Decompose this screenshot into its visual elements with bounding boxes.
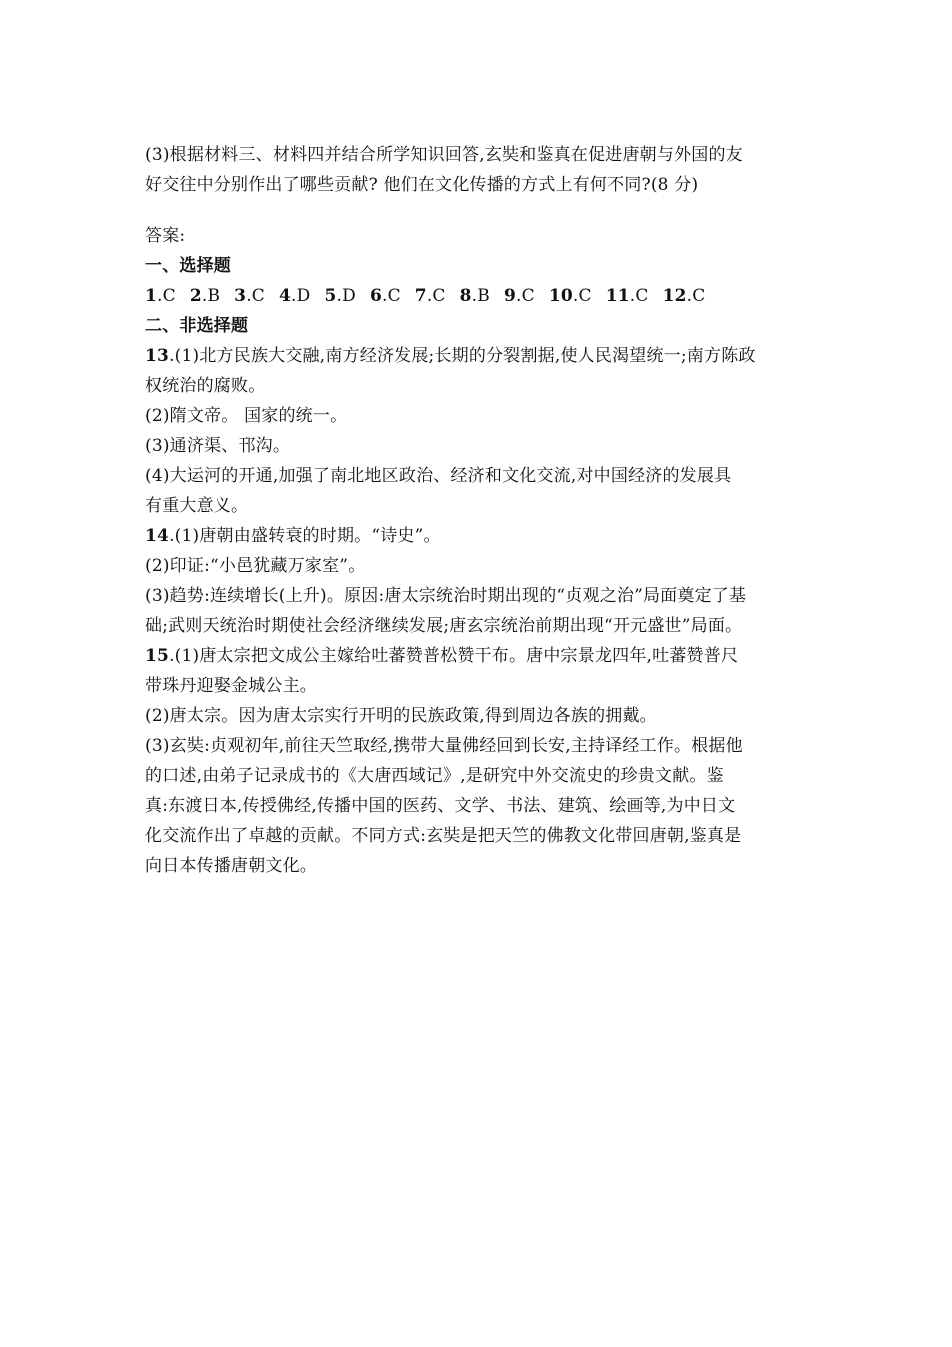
q14-number: 14 bbox=[145, 526, 170, 546]
q15-line-5: 的口述,由弟子记录成书的《大唐西域记》,是研究中外交流史的珍贵文献。鉴 bbox=[145, 766, 724, 786]
q14-line-2: (2)印证:“小邑犹藏万家室”。 bbox=[145, 556, 366, 576]
question-3-line-2: 好交往中分别作出了哪些贡献? 他们在文化传播的方式上有何不同?(8 分) bbox=[145, 175, 699, 195]
answers-label: 答案: bbox=[145, 226, 186, 246]
q13-line-1: 13.(1)北方民族大交融,南方经济发展;长期的分裂割据,使人民渴望统一;南方陈政 bbox=[145, 346, 756, 366]
q14-line-1: 14.(1)唐朝由盛转衰的时期。“诗史”。 bbox=[145, 526, 441, 546]
q13-line-4: (3)通济渠、邗沟。 bbox=[145, 436, 291, 456]
q15-line-8: 向日本传播唐朝文化。 bbox=[145, 856, 317, 876]
mc-answer-7: 7.C bbox=[414, 286, 446, 306]
q15-line-4: (3)玄奘:贞观初年,前往天竺取经,携带大量佛经回到长安,主持译经工作。根据他 bbox=[145, 736, 743, 756]
mc-answer-9: 9.C bbox=[503, 286, 535, 306]
q13-line-3: (2)隋文帝。 国家的统一。 bbox=[145, 406, 348, 426]
mc-answer-8: 8.B bbox=[459, 286, 490, 306]
mc-answer-10: 10.C bbox=[548, 286, 592, 306]
q14-line-3: (3)趋势:连续增长(上升)。原因:唐太宗统治时期出现的“贞观之治”局面奠定了基 bbox=[145, 586, 747, 606]
q14-line-4: 础;武则天统治时期使社会经济继续发展;唐玄宗统治前期出现“开元盛世”局面。 bbox=[145, 616, 743, 636]
spacer bbox=[145, 200, 815, 221]
q15-line-1: 15.(1)唐太宗把文成公主嫁给吐蕃赞普松赞干布。唐中宗景龙四年,吐蕃赞普尺 bbox=[145, 646, 739, 666]
mc-answer-2: 2.B bbox=[189, 286, 221, 306]
mc-answer-1: 1.C bbox=[145, 286, 176, 306]
q15-line-6: 真:东渡日本,传授佛经,传播中国的医药、文学、书法、建筑、绘画等,为中日文 bbox=[145, 796, 736, 816]
section-2-title: 二、非选择题 bbox=[145, 316, 249, 336]
multiple-choice-answers bbox=[145, 281, 815, 311]
q13-line-5: (4)大运河的开通,加强了南北地区政治、经济和文化交流,对中国经济的发展具 bbox=[145, 466, 732, 486]
mc-answer-3: 3.C bbox=[234, 286, 266, 306]
q13-line-2: 权统治的腐败。 bbox=[145, 376, 266, 396]
question-3-line-1: (3)根据材料三、材料四并结合所学知识回答,玄奘和鉴真在促进唐朝与外国的友 bbox=[145, 145, 743, 165]
document-body bbox=[145, 140, 815, 881]
mc-answer-5: 5.D bbox=[324, 286, 356, 306]
mc-answer-11: 11.C bbox=[605, 286, 649, 306]
q13-line-6: 有重大意义。 bbox=[145, 496, 249, 516]
mc-answer-4: 4.D bbox=[279, 286, 311, 306]
q15-line-7: 化交流作出了卓越的贡献。不同方式:玄奘是把天竺的佛教文化带回唐朝,鉴真是 bbox=[145, 826, 742, 846]
q13-number: 13 bbox=[145, 346, 170, 366]
q15-line-3: (2)唐太宗。因为唐太宗实行开明的民族政策,得到周边各族的拥戴。 bbox=[145, 706, 657, 726]
mc-answer-12: 12.C bbox=[662, 286, 706, 306]
q15-line-2: 带珠丹迎娶金城公主。 bbox=[145, 676, 317, 696]
section-1-title: 一、选择题 bbox=[145, 256, 231, 276]
mc-answer-6: 6.C bbox=[369, 286, 401, 306]
q15-number: 15 bbox=[145, 646, 170, 666]
